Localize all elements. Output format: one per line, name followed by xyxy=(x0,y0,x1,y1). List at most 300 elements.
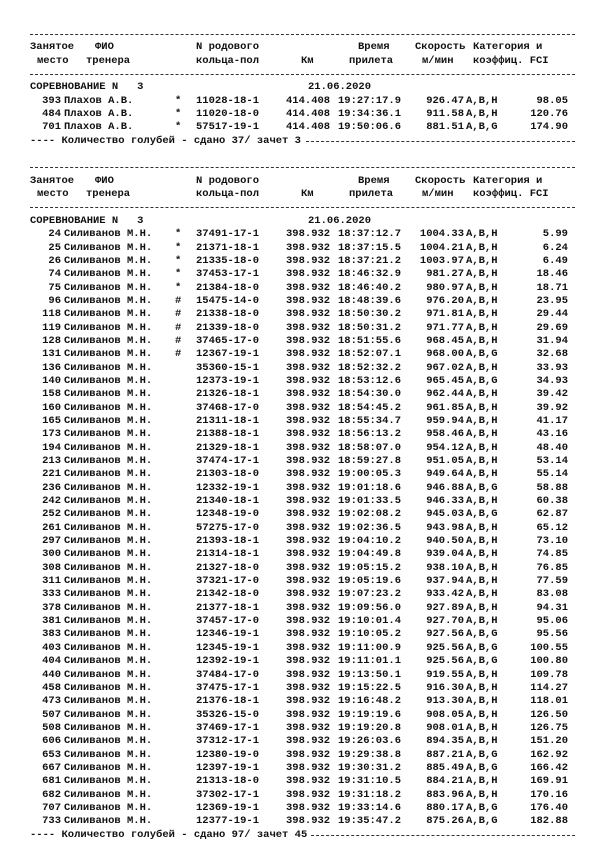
header-ring: N родового xyxy=(196,41,260,54)
ring-number-cell: 21388-18-1 xyxy=(196,428,260,441)
arrival-time-cell: 19:01:33.5 xyxy=(338,495,402,508)
dashed-divider xyxy=(0,28,600,41)
fci-coefficient-cell: 151.20 xyxy=(530,735,568,748)
dashed-divider xyxy=(0,201,600,214)
speed-cell: 883.96 xyxy=(426,788,464,801)
trainer-name-cell: Силиванов М.Н. xyxy=(64,695,153,708)
header-place-2: место xyxy=(37,188,69,201)
place-cell: 682 xyxy=(42,788,61,801)
speed-cell: 946.88 xyxy=(426,481,464,494)
fci-coefficient-cell: 120.76 xyxy=(530,108,568,121)
arrival-time-cell: 19:19:20.8 xyxy=(338,721,402,734)
mark-cell: # xyxy=(175,294,182,307)
ring-number-cell: 12345-19-1 xyxy=(196,641,260,654)
trainer-name-cell: Силиванов М.Н. xyxy=(64,254,153,267)
table-row xyxy=(0,735,600,748)
header-speed: Скорость xyxy=(415,41,466,54)
speed-cell: 938.10 xyxy=(426,561,464,574)
arrival-time-cell: 19:02:08.2 xyxy=(338,508,402,521)
arrival-time-cell: 19:02:36.5 xyxy=(338,521,402,534)
category-cell: A,B,G xyxy=(466,641,498,654)
distance-cell: 398.932 xyxy=(286,601,331,614)
speed-cell: 968.45 xyxy=(426,334,464,347)
header-km-2: Км xyxy=(301,54,314,67)
category-cell: A,B,H xyxy=(466,575,498,588)
trainer-name-cell: Силиванов М.Н. xyxy=(64,241,153,254)
category-cell: A,B,G xyxy=(466,374,498,387)
place-cell: 252 xyxy=(42,508,61,521)
distance-cell: 398.932 xyxy=(286,788,331,801)
distance-cell: 398.932 xyxy=(286,441,331,454)
category-cell: A,B,G xyxy=(466,628,498,641)
table-row xyxy=(0,655,600,668)
trainer-name-cell: Силиванов М.Н. xyxy=(64,361,153,374)
ring-number-cell: 37465-17-0 xyxy=(196,334,260,347)
place-cell: 701 xyxy=(42,121,61,134)
place-cell: 96 xyxy=(48,294,61,307)
fci-coefficient-cell: 169.91 xyxy=(530,775,568,788)
fci-coefficient-cell: 118.01 xyxy=(530,695,568,708)
arrival-time-cell: 19:05:15.2 xyxy=(338,561,402,574)
speed-cell: 937.94 xyxy=(426,575,464,588)
arrival-time-cell: 18:50:31.2 xyxy=(338,321,402,334)
pigeon-count-summary: ---- Количество голубей - сдано 97/ зачет 45 xyxy=(30,829,311,842)
table-row xyxy=(0,495,600,508)
category-cell: A,B,H xyxy=(466,681,498,694)
column-header-line-1 xyxy=(0,175,600,188)
place-cell: 308 xyxy=(42,561,61,574)
fci-coefficient-cell: 109.78 xyxy=(530,668,568,681)
ring-number-cell: 11028-18-1 xyxy=(196,94,260,107)
distance-cell: 398.932 xyxy=(286,228,331,241)
category-cell: A,B,H xyxy=(466,321,498,334)
fci-coefficient-cell: 170.16 xyxy=(530,788,568,801)
table-row xyxy=(0,709,600,722)
trainer-name-cell: Силиванов М.Н. xyxy=(64,294,153,307)
category-cell: A,B,H xyxy=(466,548,498,561)
speed-cell: 927.89 xyxy=(426,601,464,614)
ring-number-cell: 11020-18-0 xyxy=(196,108,260,121)
distance-cell: 398.932 xyxy=(286,428,331,441)
fci-coefficient-cell: 39.42 xyxy=(536,388,568,401)
fci-coefficient-cell: 95.56 xyxy=(536,628,568,641)
category-cell: A,B,G xyxy=(466,508,498,521)
place-cell: 242 xyxy=(42,495,61,508)
table-row xyxy=(0,669,600,682)
arrival-time-cell: 18:52:07.1 xyxy=(338,348,402,361)
header-ring-2: кольца-пол xyxy=(196,188,260,201)
table-row xyxy=(0,815,600,828)
trainer-name-cell: Силиванов М.Н. xyxy=(64,401,153,414)
ring-number-cell: 12348-19-0 xyxy=(196,508,260,521)
mark-cell: * xyxy=(175,108,182,121)
distance-cell: 398.932 xyxy=(286,801,331,814)
place-cell: 393 xyxy=(42,94,61,107)
table-row xyxy=(0,482,600,495)
place-cell: 221 xyxy=(42,468,61,481)
distance-cell: 398.932 xyxy=(286,668,331,681)
distance-cell: 398.932 xyxy=(286,455,331,467)
place-cell: 75 xyxy=(48,281,61,294)
fci-coefficient-cell: 100.80 xyxy=(530,655,568,668)
trainer-name-cell: Силиванов М.Н. xyxy=(64,414,153,427)
ring-number-cell: 21393-18-1 xyxy=(196,535,260,548)
category-cell: A,B,G xyxy=(466,801,498,814)
category-cell: A,B,H xyxy=(466,441,498,454)
fci-coefficient-cell: 176.40 xyxy=(530,801,568,814)
category-cell: A,B,H xyxy=(466,708,498,721)
ring-number-cell: 57517-19-1 xyxy=(196,121,260,134)
table-row xyxy=(0,789,600,802)
distance-cell: 398.932 xyxy=(286,268,331,281)
arrival-time-cell: 19:11:01.1 xyxy=(338,655,402,668)
column-header-line-2 xyxy=(0,188,600,201)
distance-cell: 398.932 xyxy=(286,775,331,788)
header-place-2: место xyxy=(37,54,69,67)
fci-coefficient-cell: 5.99 xyxy=(542,228,568,241)
category-cell: A,B,H xyxy=(466,495,498,508)
arrival-time-cell: 18:46:40.2 xyxy=(338,281,402,294)
speed-cell: 980.97 xyxy=(426,281,464,294)
table-row xyxy=(0,255,600,268)
fci-coefficient-cell: 182.88 xyxy=(530,815,568,828)
section-footer xyxy=(0,829,600,842)
table-row xyxy=(0,362,600,375)
table-row xyxy=(0,95,600,108)
place-cell: 173 xyxy=(42,428,61,441)
place-cell: 236 xyxy=(42,481,61,494)
arrival-time-cell: 18:48:39.6 xyxy=(338,294,402,307)
place-cell: 213 xyxy=(42,455,61,467)
place-cell: 507 xyxy=(42,708,61,721)
speed-cell: 954.12 xyxy=(426,441,464,454)
ring-number-cell: 21377-18-1 xyxy=(196,601,260,614)
speed-cell: 927.56 xyxy=(426,628,464,641)
speed-cell: 887.21 xyxy=(426,748,464,761)
distance-cell: 398.932 xyxy=(286,521,331,534)
speed-cell: 1004.33 xyxy=(419,228,464,241)
competition-date: 21.06.2020 xyxy=(308,214,372,227)
trainer-name-cell: Силиванов М.Н. xyxy=(64,521,153,534)
distance-cell: 398.932 xyxy=(286,575,331,588)
header-name-2: тренера xyxy=(86,188,131,201)
distance-cell: 414.408 xyxy=(286,108,331,121)
place-cell: 403 xyxy=(42,641,61,654)
distance-cell: 398.932 xyxy=(286,361,331,374)
place-cell: 160 xyxy=(42,401,61,414)
distance-cell: 398.932 xyxy=(286,695,331,708)
trainer-name-cell: Силиванов М.Н. xyxy=(64,708,153,721)
trainer-name-cell: Силиванов М.Н. xyxy=(64,228,153,241)
category-cell: A,B,H xyxy=(466,241,498,254)
speed-cell: 875.26 xyxy=(426,815,464,828)
trainer-name-cell: Силиванов М.Н. xyxy=(64,348,153,361)
category-cell: A,B,H xyxy=(466,94,498,107)
trainer-name-cell: Силиванов М.Н. xyxy=(64,468,153,481)
ring-number-cell: 21303-18-0 xyxy=(196,468,260,481)
fci-coefficient-cell: 18.46 xyxy=(536,268,568,281)
table-row xyxy=(0,442,600,455)
category-cell: A,B,H xyxy=(466,428,498,441)
speed-cell: 927.70 xyxy=(426,615,464,628)
ring-number-cell: 21342-18-0 xyxy=(196,588,260,601)
trainer-name-cell: Силиванов М.Н. xyxy=(64,735,153,748)
category-cell: A,B,H xyxy=(466,455,498,467)
distance-cell: 414.408 xyxy=(286,121,331,134)
speed-cell: 965.45 xyxy=(426,374,464,387)
speed-cell: 911.58 xyxy=(426,108,464,121)
category-cell: A,B,H xyxy=(466,468,498,481)
fci-coefficient-cell: 43.16 xyxy=(536,428,568,441)
ring-number-cell: 12369-19-1 xyxy=(196,801,260,814)
fci-coefficient-cell: 23.95 xyxy=(536,294,568,307)
arrival-time-cell: 19:00:05.3 xyxy=(338,468,402,481)
distance-cell: 398.932 xyxy=(286,681,331,694)
place-cell: 136 xyxy=(42,361,61,374)
speed-cell: 1004.21 xyxy=(419,241,464,254)
trainer-name-cell: Силиванов М.Н. xyxy=(64,535,153,548)
place-cell: 194 xyxy=(42,441,61,454)
trainer-name-cell: Силиванов М.Н. xyxy=(64,815,153,828)
table-row xyxy=(0,242,600,255)
distance-cell: 398.932 xyxy=(286,655,331,668)
place-cell: 74 xyxy=(48,268,61,281)
table-row xyxy=(0,455,600,468)
arrival-time-cell: 18:56:13.2 xyxy=(338,428,402,441)
ring-number-cell: 12397-19-1 xyxy=(196,761,260,774)
fci-coefficient-cell: 6.49 xyxy=(542,254,568,267)
mark-cell: # xyxy=(175,308,182,321)
speed-cell: 940.50 xyxy=(426,535,464,548)
place-cell: 165 xyxy=(42,414,61,427)
distance-cell: 398.932 xyxy=(286,815,331,828)
ring-number-cell: 12392-19-1 xyxy=(196,655,260,668)
place-cell: 681 xyxy=(42,775,61,788)
arrival-time-cell: 18:58:07.0 xyxy=(338,441,402,454)
distance-cell: 398.932 xyxy=(286,721,331,734)
header-km-2: Км xyxy=(301,188,314,201)
distance-cell: 398.932 xyxy=(286,294,331,307)
arrival-time-cell: 19:29:38.8 xyxy=(338,748,402,761)
speed-cell: 971.77 xyxy=(426,321,464,334)
fci-coefficient-cell: 48.40 xyxy=(536,441,568,454)
trainer-name-cell: Силиванов М.Н. xyxy=(64,441,153,454)
category-cell: A,B,H xyxy=(466,254,498,267)
distance-cell: 398.932 xyxy=(286,254,331,267)
speed-cell: 939.04 xyxy=(426,548,464,561)
category-cell: A,B,G xyxy=(466,121,498,134)
speed-cell: 933.42 xyxy=(426,588,464,601)
place-cell: 404 xyxy=(42,655,61,668)
distance-cell: 398.932 xyxy=(286,281,331,294)
fci-coefficient-cell: 32.68 xyxy=(536,348,568,361)
table-row xyxy=(0,628,600,641)
fci-coefficient-cell: 53.14 xyxy=(536,455,568,467)
distance-cell: 398.932 xyxy=(286,414,331,427)
fci-coefficient-cell: 33.93 xyxy=(536,361,568,374)
mark-cell: * xyxy=(175,228,182,241)
competition-line xyxy=(0,81,600,94)
ring-number-cell: 21329-18-1 xyxy=(196,441,260,454)
trainer-name-cell: Силиванов М.Н. xyxy=(64,321,153,334)
distance-cell: 398.932 xyxy=(286,348,331,361)
fci-coefficient-cell: 58.88 xyxy=(536,481,568,494)
speed-cell: 908.05 xyxy=(426,708,464,721)
distance-cell: 398.932 xyxy=(286,735,331,748)
place-cell: 333 xyxy=(42,588,61,601)
trainer-name-cell: Плахов А.В. xyxy=(64,108,134,121)
place-cell: 24 xyxy=(48,228,61,241)
table-row xyxy=(0,415,600,428)
distance-cell: 414.408 xyxy=(286,94,331,107)
distance-cell: 398.932 xyxy=(286,308,331,321)
arrival-time-cell: 19:35:47.2 xyxy=(338,815,402,828)
category-cell: A,B,H xyxy=(466,308,498,321)
fci-coefficient-cell: 174.90 xyxy=(530,121,568,134)
trainer-name-cell: Силиванов М.Н. xyxy=(64,655,153,668)
place-cell: 473 xyxy=(42,695,61,708)
trainer-name-cell: Силиванов М.Н. xyxy=(64,334,153,347)
category-cell: A,B,H xyxy=(466,294,498,307)
arrival-time-cell: 19:05:19.6 xyxy=(338,575,402,588)
table-row xyxy=(0,468,600,481)
table-row xyxy=(0,562,600,575)
competition-label: СОРЕВНОВАНИЕ N 3 xyxy=(30,214,144,227)
arrival-time-cell: 19:33:14.6 xyxy=(338,801,402,814)
mark-cell: # xyxy=(175,321,182,334)
header-name: ФИО xyxy=(95,174,114,187)
header-speed-2: м/мин xyxy=(422,54,454,67)
speed-cell: 1003.97 xyxy=(419,254,464,267)
ring-number-cell: 21371-18-1 xyxy=(196,241,260,254)
arrival-time-cell: 18:51:55.6 xyxy=(338,334,402,347)
competition-line xyxy=(0,215,600,228)
arrival-time-cell: 19:50:06.6 xyxy=(338,121,402,134)
header-ring-2: кольца-пол xyxy=(196,54,260,67)
table-row xyxy=(0,642,600,655)
competition-date: 21.06.2020 xyxy=(308,81,372,94)
fci-coefficient-cell: 98.05 xyxy=(536,94,568,107)
trainer-name-cell: Силиванов М.Н. xyxy=(64,428,153,441)
speed-cell: 913.30 xyxy=(426,695,464,708)
mark-cell: * xyxy=(175,121,182,134)
trainer-name-cell: Силиванов М.Н. xyxy=(64,548,153,561)
trainer-name-cell: Силиванов М.Н. xyxy=(64,615,153,628)
speed-cell: 949.64 xyxy=(426,468,464,481)
speed-cell: 976.20 xyxy=(426,294,464,307)
speed-cell: 919.55 xyxy=(426,668,464,681)
arrival-time-cell: 18:54:30.0 xyxy=(338,388,402,401)
fci-coefficient-cell: 94.31 xyxy=(536,601,568,614)
fci-coefficient-cell: 29.69 xyxy=(536,321,568,334)
category-cell: A,B,H xyxy=(466,521,498,534)
trainer-name-cell: Силиванов М.Н. xyxy=(64,308,153,321)
distance-cell: 398.932 xyxy=(286,641,331,654)
arrival-time-cell: 18:55:34.7 xyxy=(338,414,402,427)
fci-coefficient-cell: 39.92 xyxy=(536,401,568,414)
category-cell: A,B,H xyxy=(466,228,498,241)
fci-coefficient-cell: 126.75 xyxy=(530,721,568,734)
ring-number-cell: 12380-19-0 xyxy=(196,748,260,761)
fci-coefficient-cell: 76.85 xyxy=(536,561,568,574)
table-row xyxy=(0,402,600,415)
ring-number-cell: 21326-18-1 xyxy=(196,388,260,401)
category-cell: A,B,H xyxy=(466,268,498,281)
distance-cell: 398.932 xyxy=(286,615,331,628)
header-speed-2: м/мин xyxy=(422,188,454,201)
header-time-2: прилета xyxy=(349,188,394,201)
trainer-name-cell: Силиванов М.Н. xyxy=(64,788,153,801)
category-cell: A,B,H xyxy=(466,788,498,801)
trainer-name-cell: Силиванов М.Н. xyxy=(64,495,153,508)
table-row xyxy=(0,802,600,815)
category-cell: A,B,H xyxy=(466,361,498,374)
fci-coefficient-cell: 83.08 xyxy=(536,588,568,601)
distance-cell: 398.932 xyxy=(286,374,331,387)
distance-cell: 398.932 xyxy=(286,468,331,481)
category-cell: A,B,H xyxy=(466,735,498,748)
arrival-time-cell: 18:54:45.2 xyxy=(338,401,402,414)
table-row xyxy=(0,121,600,134)
dashed-divider xyxy=(0,161,600,174)
fci-coefficient-cell: 74.85 xyxy=(536,548,568,561)
trainer-name-cell: Силиванов М.Н. xyxy=(64,601,153,614)
arrival-time-cell: 19:10:05.2 xyxy=(338,628,402,641)
distance-cell: 398.932 xyxy=(286,321,331,334)
category-cell: A,B,G xyxy=(466,748,498,761)
trainer-name-cell: Силиванов М.Н. xyxy=(64,721,153,734)
arrival-time-cell: 19:01:18.6 xyxy=(338,481,402,494)
ring-number-cell: 37312-17-1 xyxy=(196,735,260,748)
arrival-time-cell: 18:46:32.9 xyxy=(338,268,402,281)
category-cell: A,B,G xyxy=(466,481,498,494)
fci-coefficient-cell: 166.42 xyxy=(530,761,568,774)
ring-number-cell: 12332-19-1 xyxy=(196,481,260,494)
category-cell: A,B,H xyxy=(466,601,498,614)
category-cell: A,B,G xyxy=(466,761,498,774)
speed-cell: 959.94 xyxy=(426,414,464,427)
place-cell: 297 xyxy=(42,535,61,548)
ring-number-cell: 37321-17-0 xyxy=(196,575,260,588)
trainer-name-cell: Силиванов М.Н. xyxy=(64,268,153,281)
ring-number-cell: 37484-17-0 xyxy=(196,668,260,681)
category-cell: A,B,H xyxy=(466,561,498,574)
fci-coefficient-cell: 18.71 xyxy=(536,281,568,294)
mark-cell: * xyxy=(175,281,182,294)
category-cell: A,B,H xyxy=(466,615,498,628)
fci-coefficient-cell: 55.14 xyxy=(536,468,568,481)
arrival-time-cell: 18:53:12.6 xyxy=(338,374,402,387)
category-cell: A,B,H xyxy=(466,695,498,708)
place-cell: 606 xyxy=(42,735,61,748)
ring-number-cell: 37457-17-0 xyxy=(196,615,260,628)
fci-coefficient-cell: 114.27 xyxy=(530,681,568,694)
speed-cell: 925.56 xyxy=(426,655,464,668)
distance-cell: 398.932 xyxy=(286,628,331,641)
header-ring: N родового xyxy=(196,174,260,187)
place-cell: 733 xyxy=(42,815,61,828)
trainer-name-cell: Силиванов М.Н. xyxy=(64,801,153,814)
spacer xyxy=(0,148,600,161)
ring-number-cell: 21338-18-0 xyxy=(196,308,260,321)
trainer-name-cell: Силиванов М.Н. xyxy=(64,775,153,788)
speed-cell: 971.81 xyxy=(426,308,464,321)
table-row xyxy=(0,615,600,628)
header-name-2: тренера xyxy=(86,54,131,67)
category-cell: A,B,H xyxy=(466,721,498,734)
arrival-time-cell: 19:31:10.5 xyxy=(338,775,402,788)
distance-cell: 398.932 xyxy=(286,588,331,601)
